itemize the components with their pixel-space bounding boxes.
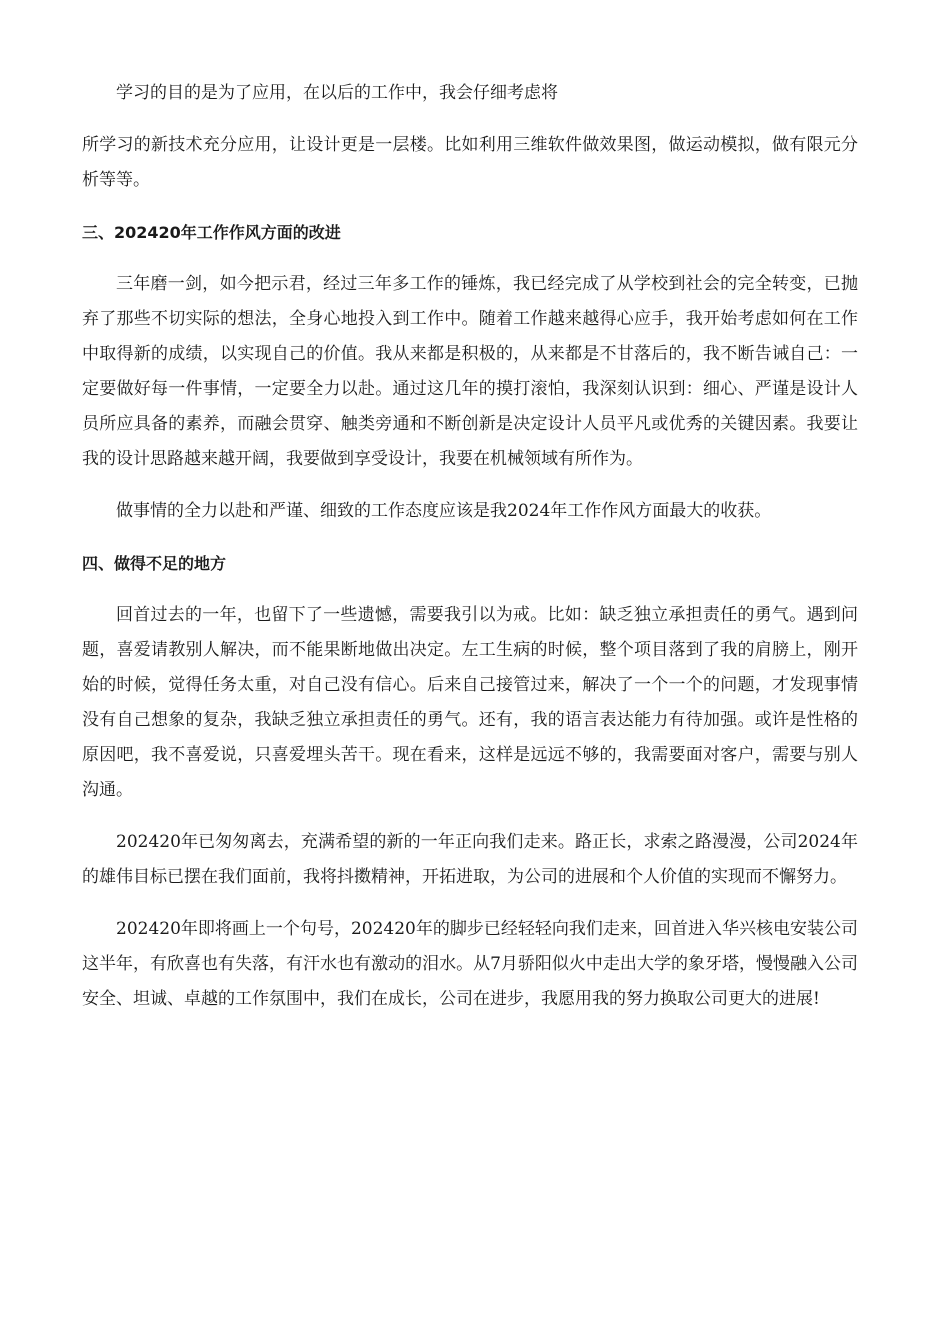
section-heading-work-style: 三、202420年工作作风方面的改进: [82, 223, 341, 242]
paragraph-application-intro: 学习的目的是为了应用，在以后的工作中，我会仔细考虑将: [116, 83, 558, 103]
paragraph-shortcomings: 回首过去的一年，也留下了一些遗憾，需要我引以为戒。比如：缺乏独立承担责任的勇气。遇到问题，喜爱请教别人解决，而不能果断地做出决定。左工生病的时候，整个项目落到了我的肩膀上，刚开始的时候，觉得任务太重，对自己没有信心。后来自己接管过来，解决了一个一个的问题，才发现事情没有自己想象的复杂，我缺乏独立承担责任的勇气。还有，我的语言表达能力有待加强。或许是性格的原因吧，我不喜爱说，只喜爱埋头苦干。现在看来，这样是远远不够的，我需要面对客户，需要与别人沟通。: [82, 605, 858, 800]
paragraph-work-style: 三年磨一剑，如今把示君，经过三年多工作的锤炼，我已经完成了从学校到社会的完全转变，已抛弃了那些不切实际的想法，全身心地投入到工作中。随着工作越来越得心应手，我开始考虑如何在工作中取得新的成绩，以实现自己的价值。我从来都是积极的，从来都是不甘落后的，我不断告诫自己：一定要做好每一件事情，一定要全力以赴。通过这几年的摸打滚怕，我深刻认识到：细心、严谨是设计人员所应具备的素养，而融会贯穿、触类旁通和不断创新是决定设计人员平凡或优秀的关键因素。我要让我的设计思路越来越开阔，我要做到享受设计，我要在机械领域有所作为。: [82, 274, 858, 469]
paragraph-new-technology: 所学习的新技术充分应用，让设计更是一层楼。比如利用三维软件做效果图，做运动模拟，做有限元分析等等。: [82, 135, 858, 190]
paragraph-work-style-summary: 做事情的全力以赴和严谨、细致的工作态度应该是我2024年工作作风方面最大的收获。: [116, 501, 772, 521]
paragraph-closing-reflection: 202420年即将画上一个句号，202420年的脚步已经轻轻向我们走来，回首进入华兴核电安装公司这半年，有欣喜也有失落，有汗水也有激动的泪水。从7月骄阳似火中走出大学的象牙塔，慢慢融入公司安全、坦诚、卓越的工作氛围中，我们在成长，公司在进步，我愿用我的努力换取公司更大的进展!: [82, 919, 858, 1009]
paragraph-new-year-outlook: 202420年已匆匆离去，充满希望的新的一年正向我们走来。路正长，求索之路漫漫，公司2024年的雄伟目标已摆在我们面前，我将抖擞精神，开拓进取，为公司的进展和个人价值的实现而不懈努力。: [82, 832, 858, 887]
section-heading-shortcomings: 四、做得不足的地方: [82, 554, 227, 573]
document-body: [82, 76, 858, 1034]
